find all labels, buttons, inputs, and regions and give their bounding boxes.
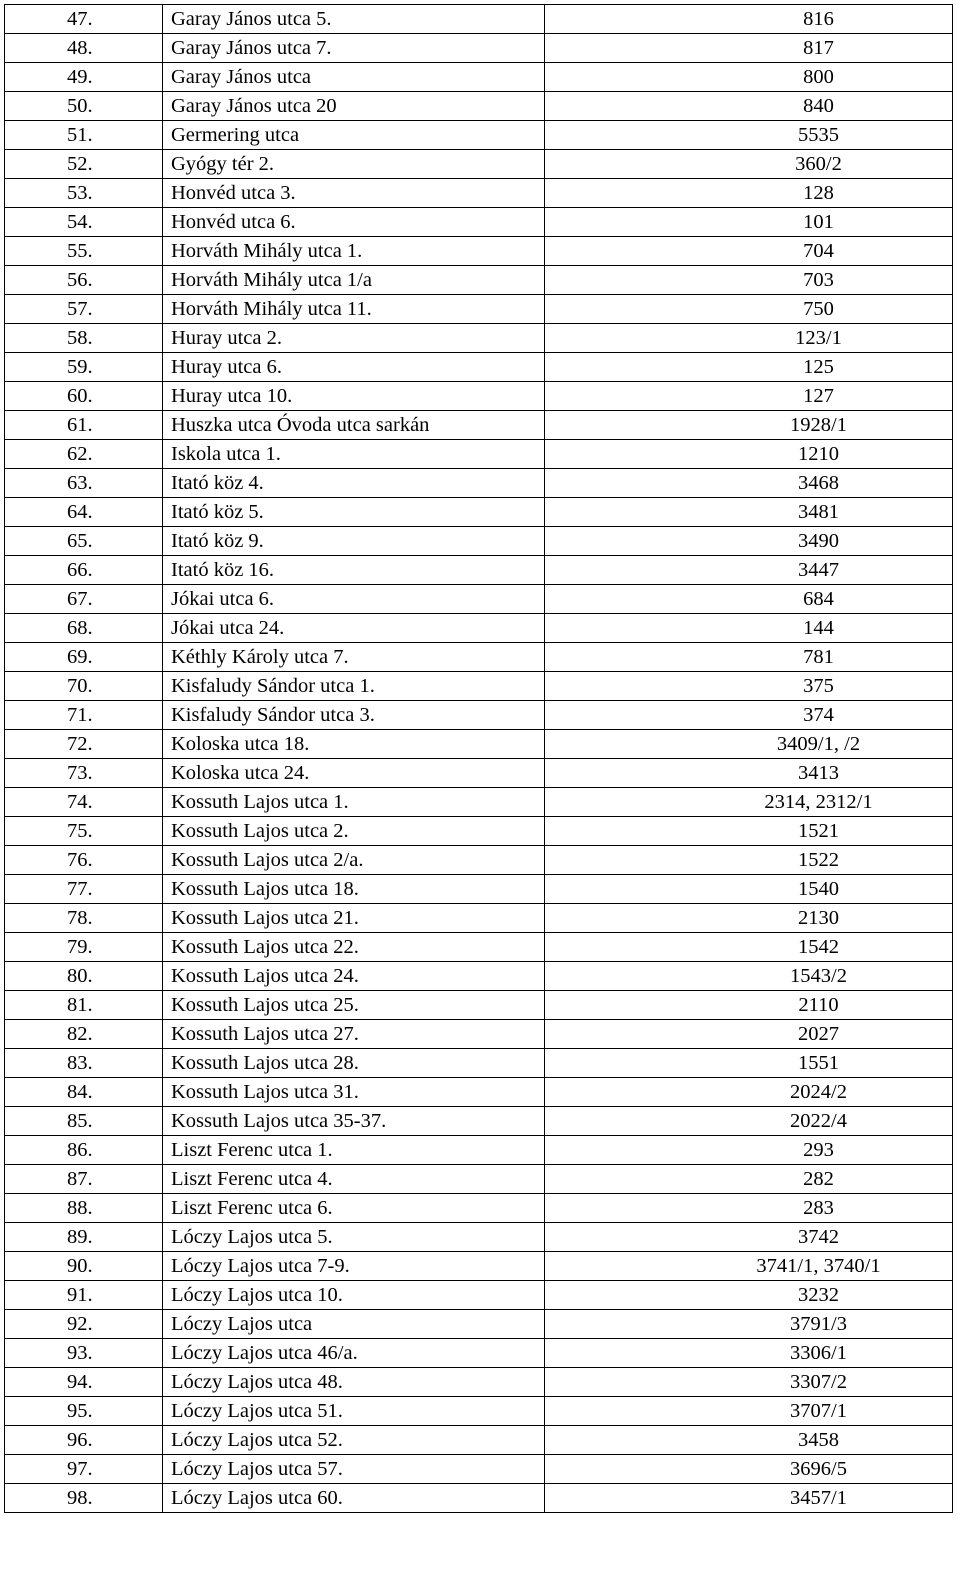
lot-number-cell: 3468 <box>545 469 953 498</box>
address-cell: Lóczy Lajos utca 51. <box>163 1397 545 1426</box>
row-number-cell: 64. <box>5 498 163 527</box>
row-number-cell: 93. <box>5 1339 163 1368</box>
table-row <box>5 962 953 991</box>
address-cell: Kossuth Lajos utca 28. <box>163 1049 545 1078</box>
row-number-cell: 66. <box>5 556 163 585</box>
lot-number-cell: 3490 <box>545 527 953 556</box>
address-cell: Kossuth Lajos utca 27. <box>163 1020 545 1049</box>
address-cell: Honvéd utca 3. <box>163 179 545 208</box>
address-cell: Lóczy Lajos utca 60. <box>163 1484 545 1513</box>
row-number-cell: 87. <box>5 1165 163 1194</box>
lot-number-cell: 1542 <box>545 933 953 962</box>
row-number-cell: 59. <box>5 353 163 382</box>
table-row <box>5 1339 953 1368</box>
lot-number-cell: 2024/2 <box>545 1078 953 1107</box>
row-number-cell: 79. <box>5 933 163 962</box>
address-cell: Lóczy Lajos utca 5. <box>163 1223 545 1252</box>
address-cell: Huray utca 10. <box>163 382 545 411</box>
address-cell: Kossuth Lajos utca 2/a. <box>163 846 545 875</box>
row-number-cell: 58. <box>5 324 163 353</box>
row-number-cell: 63. <box>5 469 163 498</box>
row-number-cell: 50. <box>5 92 163 121</box>
table-row <box>5 1484 953 1513</box>
row-number-cell: 68. <box>5 614 163 643</box>
row-number-cell: 86. <box>5 1136 163 1165</box>
address-cell: Kéthly Károly utca 7. <box>163 643 545 672</box>
table-row <box>5 1252 953 1281</box>
row-number-cell: 56. <box>5 266 163 295</box>
address-cell: Itató köz 4. <box>163 469 545 498</box>
address-cell: Kisfaludy Sándor utca 3. <box>163 701 545 730</box>
lot-number-cell: 684 <box>545 585 953 614</box>
lot-number-cell: 3458 <box>545 1426 953 1455</box>
address-cell: Kisfaludy Sándor utca 1. <box>163 672 545 701</box>
table-row <box>5 846 953 875</box>
table-row <box>5 1049 953 1078</box>
address-cell: Lóczy Lajos utca 48. <box>163 1368 545 1397</box>
lot-number-cell: 3413 <box>545 759 953 788</box>
row-number-cell: 80. <box>5 962 163 991</box>
row-number-cell: 72. <box>5 730 163 759</box>
row-number-cell: 91. <box>5 1281 163 1310</box>
lot-number-cell: 1522 <box>545 846 953 875</box>
lot-number-cell: 283 <box>545 1194 953 1223</box>
table-row <box>5 1455 953 1484</box>
table-row <box>5 991 953 1020</box>
lot-number-cell: 123/1 <box>545 324 953 353</box>
address-cell: Liszt Ferenc utca 4. <box>163 1165 545 1194</box>
table-row <box>5 585 953 614</box>
lot-number-cell: 101 <box>545 208 953 237</box>
row-number-cell: 82. <box>5 1020 163 1049</box>
address-cell: Jókai utca 6. <box>163 585 545 614</box>
address-cell: Iskola utca 1. <box>163 440 545 469</box>
lot-number-cell: 3306/1 <box>545 1339 953 1368</box>
address-cell: Lóczy Lajos utca 52. <box>163 1426 545 1455</box>
lot-number-cell: 293 <box>545 1136 953 1165</box>
lot-number-cell: 1210 <box>545 440 953 469</box>
lot-number-cell: 375 <box>545 672 953 701</box>
table-row <box>5 440 953 469</box>
row-number-cell: 92. <box>5 1310 163 1339</box>
lot-number-cell: 800 <box>545 63 953 92</box>
row-number-cell: 65. <box>5 527 163 556</box>
table-row <box>5 1397 953 1426</box>
address-cell: Koloska utca 18. <box>163 730 545 759</box>
table-row <box>5 672 953 701</box>
address-cell: Kossuth Lajos utca 22. <box>163 933 545 962</box>
lot-number-cell: 3232 <box>545 1281 953 1310</box>
lot-number-cell: 781 <box>545 643 953 672</box>
row-number-cell: 85. <box>5 1107 163 1136</box>
row-number-cell: 55. <box>5 237 163 266</box>
table-row <box>5 92 953 121</box>
address-cell: Huray utca 2. <box>163 324 545 353</box>
row-number-cell: 48. <box>5 34 163 63</box>
address-cell: Kossuth Lajos utca 1. <box>163 788 545 817</box>
lot-number-cell: 374 <box>545 701 953 730</box>
row-number-cell: 95. <box>5 1397 163 1426</box>
row-number-cell: 94. <box>5 1368 163 1397</box>
table-row <box>5 63 953 92</box>
lot-number-cell: 3307/2 <box>545 1368 953 1397</box>
lot-number-cell: 817 <box>545 34 953 63</box>
table-row <box>5 498 953 527</box>
table-row <box>5 324 953 353</box>
table-row <box>5 1136 953 1165</box>
lot-number-cell: 5535 <box>545 121 953 150</box>
lot-number-cell: 3741/1, 3740/1 <box>545 1252 953 1281</box>
lot-number-cell: 2022/4 <box>545 1107 953 1136</box>
address-cell: Liszt Ferenc utca 1. <box>163 1136 545 1165</box>
lot-number-cell: 1540 <box>545 875 953 904</box>
lot-number-cell: 282 <box>545 1165 953 1194</box>
lot-number-cell: 3457/1 <box>545 1484 953 1513</box>
lot-number-cell: 127 <box>545 382 953 411</box>
lot-number-cell: 3447 <box>545 556 953 585</box>
table-row <box>5 701 953 730</box>
table-row <box>5 1020 953 1049</box>
table-row <box>5 1078 953 1107</box>
lot-number-cell: 3481 <box>545 498 953 527</box>
address-cell: Lóczy Lajos utca 46/a. <box>163 1339 545 1368</box>
table-row <box>5 1281 953 1310</box>
table-row <box>5 411 953 440</box>
address-cell: Lóczy Lajos utca 10. <box>163 1281 545 1310</box>
lot-number-cell: 704 <box>545 237 953 266</box>
lot-number-cell: 2027 <box>545 1020 953 1049</box>
row-number-cell: 60. <box>5 382 163 411</box>
address-cell: Garay János utca 7. <box>163 34 545 63</box>
row-number-cell: 96. <box>5 1426 163 1455</box>
row-number-cell: 69. <box>5 643 163 672</box>
lot-number-cell: 3742 <box>545 1223 953 1252</box>
table-row <box>5 527 953 556</box>
address-cell: Garay János utca 5. <box>163 5 545 34</box>
address-cell: Kossuth Lajos utca 21. <box>163 904 545 933</box>
document-page <box>4 4 952 1513</box>
address-cell: Horváth Mihály utca 1/a <box>163 266 545 295</box>
table-row <box>5 556 953 585</box>
row-number-cell: 77. <box>5 875 163 904</box>
table-row <box>5 875 953 904</box>
lot-number-cell: 144 <box>545 614 953 643</box>
address-cell: Itató köz 5. <box>163 498 545 527</box>
address-cell: Liszt Ferenc utca 6. <box>163 1194 545 1223</box>
address-cell: Kossuth Lajos utca 24. <box>163 962 545 991</box>
table-row <box>5 266 953 295</box>
table-row <box>5 1426 953 1455</box>
row-number-cell: 52. <box>5 150 163 179</box>
table-row <box>5 34 953 63</box>
row-number-cell: 71. <box>5 701 163 730</box>
row-number-cell: 88. <box>5 1194 163 1223</box>
lot-number-cell: 1521 <box>545 817 953 846</box>
row-number-cell: 57. <box>5 295 163 324</box>
lot-number-cell: 2110 <box>545 991 953 1020</box>
row-number-cell: 89. <box>5 1223 163 1252</box>
table-row <box>5 237 953 266</box>
lot-number-cell: 2314, 2312/1 <box>545 788 953 817</box>
address-cell: Koloska utca 24. <box>163 759 545 788</box>
row-number-cell: 75. <box>5 817 163 846</box>
lot-number-cell: 3696/5 <box>545 1455 953 1484</box>
address-table <box>4 4 953 1513</box>
row-number-cell: 51. <box>5 121 163 150</box>
row-number-cell: 83. <box>5 1049 163 1078</box>
row-number-cell: 78. <box>5 904 163 933</box>
address-cell: Lóczy Lajos utca <box>163 1310 545 1339</box>
row-number-cell: 81. <box>5 991 163 1020</box>
table-row <box>5 1368 953 1397</box>
table-row <box>5 295 953 324</box>
table-row <box>5 1165 953 1194</box>
row-number-cell: 84. <box>5 1078 163 1107</box>
table-row <box>5 933 953 962</box>
row-number-cell: 54. <box>5 208 163 237</box>
table-row <box>5 121 953 150</box>
table-row <box>5 469 953 498</box>
lot-number-cell: 840 <box>545 92 953 121</box>
table-row <box>5 150 953 179</box>
address-cell: Huszka utca Óvoda utca sarkán <box>163 411 545 440</box>
row-number-cell: 47. <box>5 5 163 34</box>
lot-number-cell: 3791/3 <box>545 1310 953 1339</box>
address-cell: Lóczy Lajos utca 7-9. <box>163 1252 545 1281</box>
address-cell: Jókai utca 24. <box>163 614 545 643</box>
table-row <box>5 382 953 411</box>
address-cell: Garay János utca <box>163 63 545 92</box>
row-number-cell: 49. <box>5 63 163 92</box>
address-cell: Huray utca 6. <box>163 353 545 382</box>
table-row <box>5 5 953 34</box>
row-number-cell: 53. <box>5 179 163 208</box>
address-cell: Kossuth Lajos utca 2. <box>163 817 545 846</box>
lot-number-cell: 1543/2 <box>545 962 953 991</box>
address-cell: Itató köz 16. <box>163 556 545 585</box>
lot-number-cell: 816 <box>545 5 953 34</box>
row-number-cell: 97. <box>5 1455 163 1484</box>
lot-number-cell: 125 <box>545 353 953 382</box>
table-row <box>5 1194 953 1223</box>
row-number-cell: 70. <box>5 672 163 701</box>
lot-number-cell: 2130 <box>545 904 953 933</box>
address-cell: Itató köz 9. <box>163 527 545 556</box>
table-row <box>5 817 953 846</box>
lot-number-cell: 3707/1 <box>545 1397 953 1426</box>
table-row <box>5 730 953 759</box>
row-number-cell: 61. <box>5 411 163 440</box>
address-cell: Horváth Mihály utca 1. <box>163 237 545 266</box>
lot-number-cell: 750 <box>545 295 953 324</box>
lot-number-cell: 3409/1, /2 <box>545 730 953 759</box>
row-number-cell: 62. <box>5 440 163 469</box>
table-row <box>5 759 953 788</box>
address-cell: Lóczy Lajos utca 57. <box>163 1455 545 1484</box>
table-row <box>5 788 953 817</box>
address-cell: Horváth Mihály utca 11. <box>163 295 545 324</box>
row-number-cell: 90. <box>5 1252 163 1281</box>
address-cell: Kossuth Lajos utca 25. <box>163 991 545 1020</box>
address-cell: Germering utca <box>163 121 545 150</box>
table-row <box>5 643 953 672</box>
address-cell: Kossuth Lajos utca 31. <box>163 1078 545 1107</box>
lot-number-cell: 703 <box>545 266 953 295</box>
row-number-cell: 73. <box>5 759 163 788</box>
lot-number-cell: 1551 <box>545 1049 953 1078</box>
table-row <box>5 1107 953 1136</box>
address-cell: Garay János utca 20 <box>163 92 545 121</box>
lot-number-cell: 128 <box>545 179 953 208</box>
address-cell: Kossuth Lajos utca 35-37. <box>163 1107 545 1136</box>
lot-number-cell: 1928/1 <box>545 411 953 440</box>
row-number-cell: 67. <box>5 585 163 614</box>
row-number-cell: 76. <box>5 846 163 875</box>
table-row <box>5 353 953 382</box>
table-row <box>5 614 953 643</box>
address-table-body <box>5 5 953 1513</box>
row-number-cell: 74. <box>5 788 163 817</box>
lot-number-cell: 360/2 <box>545 150 953 179</box>
row-number-cell: 98. <box>5 1484 163 1513</box>
table-row <box>5 904 953 933</box>
address-cell: Gyógy tér 2. <box>163 150 545 179</box>
table-row <box>5 208 953 237</box>
address-cell: Honvéd utca 6. <box>163 208 545 237</box>
table-row <box>5 1223 953 1252</box>
table-row <box>5 179 953 208</box>
address-cell: Kossuth Lajos utca 18. <box>163 875 545 904</box>
table-row <box>5 1310 953 1339</box>
